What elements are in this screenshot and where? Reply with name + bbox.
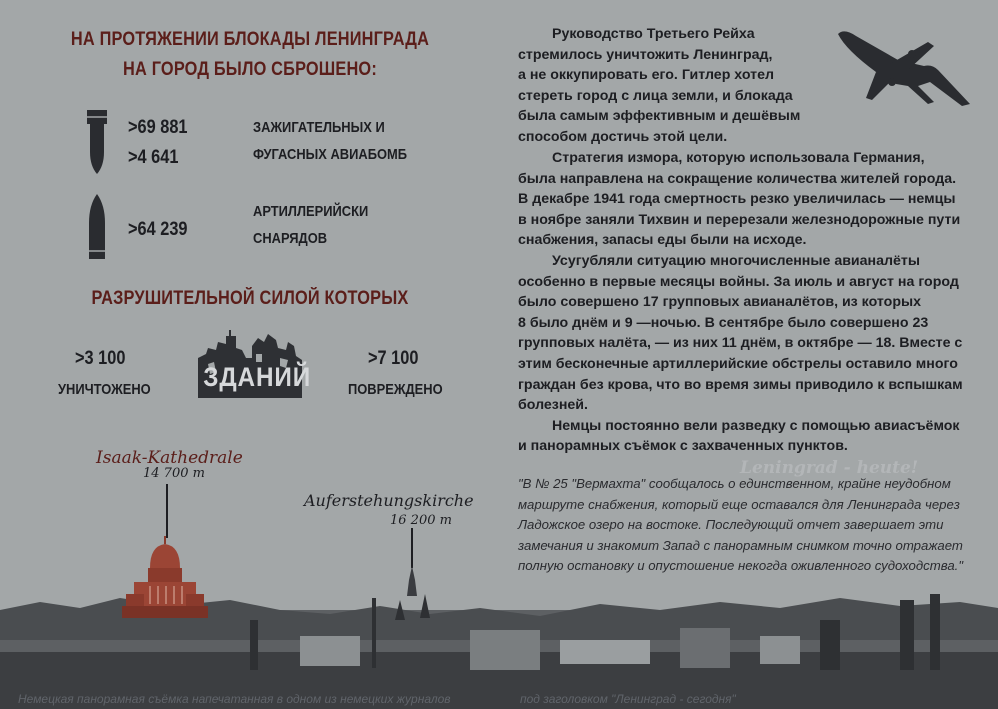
title-line-1: НА ПРОТЯЖЕНИИ БЛОКАДЫ ЛЕНИНГРАДА (70, 29, 430, 50)
p2-line-3: В декабре 1941 года смертность резко увеличилась — немцы (518, 191, 956, 208)
quote-line-4: замечания и знакомит Запад с панорамным снимком точно отражает (518, 537, 963, 553)
isaak-distance: 14 700 m (143, 466, 205, 481)
destroyed-label: УНИЧТОЖЕНО (58, 381, 151, 398)
shells-label-line-2: СНАРЯДОВ (253, 230, 328, 247)
artillery-shell-icon (87, 193, 107, 261)
p3-line-3: было совершено 17 групповых авианалётов, из которых (518, 294, 921, 311)
buildings-word: ЗДАНИЙ (203, 362, 312, 392)
p3-line-8: болезней. (518, 397, 588, 414)
p3-line-7: граждан без крова, что во время зимы приводило к вспышкам (518, 376, 963, 393)
quote-line-1: "В № 25 "Вермахта" сообщалось о единственном, крайне неудобном (518, 476, 951, 491)
p1-line-6: способом достичь этой цели. (518, 128, 728, 145)
aufer-distance: 16 200 m (390, 513, 452, 528)
quote-line-5: полную остановку и опустошение некогда оживленного судоходства." (518, 558, 964, 574)
bombs-count-1: >69 881 (128, 117, 188, 138)
isaak-name: Isaak-Kathedrale (96, 448, 243, 468)
caption-right: под заголовком "Ленинград - сегодня" (520, 692, 736, 706)
shells-label-line-1: АРТИЛЛЕРИЙСКИ (253, 203, 369, 220)
aufer-marker-line (411, 528, 413, 568)
infographic-title (69, 25, 430, 85)
caption-left: Немецкая панорамная съёмка напечатанная в одном из немецких журналов (18, 692, 451, 706)
shells-count: >64 239 (128, 219, 188, 240)
p3-line-6: этим бесконечные артиллерийские обстрелы оставило много (518, 355, 958, 372)
damaged-count: >7 100 (368, 348, 419, 369)
p3-line-4: 8 было днём и 9 —ночью. В сентябре было совершено 23 (518, 314, 929, 331)
aufer-name: Auferstehungskirche (304, 491, 474, 510)
p3-line-1: Усугубляли ситуацию многочисленные авианалёты (552, 252, 920, 269)
p1-line-4: стереть город с лица земли, и блокада (518, 87, 793, 104)
title-line-2: НА ГОРОД БЫЛО СБРОШЕНО: (123, 59, 377, 80)
destroyed-count: >3 100 (75, 348, 126, 369)
p1-line-1: Руководство Третьего Рейха (552, 26, 755, 42)
destruction-subtitle: РАЗРУШИТЕЛЬНОЙ СИЛОЙ КОТОРЫХ (91, 288, 409, 309)
auferstehungskirche-icon (405, 566, 419, 596)
paragraph-2 (518, 148, 973, 457)
bombs-count-2: >4 641 (128, 147, 179, 168)
p1-line-2: стремилось уничтожить Ленинград, (518, 46, 773, 63)
isaak-marker-line (166, 484, 168, 538)
p1-line-3: а не оккупировать его. Гитлер хотел (518, 67, 775, 84)
damaged-label: ПОВРЕЖДЕНО (348, 381, 443, 398)
aerial-bomb-icon (84, 108, 110, 176)
p4-line-2: и панорамных съёмок с захваченных пунктов. (518, 438, 848, 455)
p3-line-2: особенно в первые месяцы войны. За июль и август на город (518, 273, 959, 290)
panorama-headline: Leningrad - heute! (740, 458, 919, 478)
p2-line-5: снабжения, запасы еды были на исходе. (518, 232, 807, 249)
quote-line-3: Ладожское озеро на востоке. Последующий отчет завершает эти (518, 517, 944, 533)
paragraph-1-top (518, 24, 812, 148)
bombs-label-line-1: ЗАЖИГАТЕЛЬНЫХ И (253, 119, 385, 136)
p4-line-1: Немцы постоянно вели разведку с помощью авиасъёмок (552, 417, 960, 434)
isaak-cathedral-icon (120, 536, 210, 620)
p2-line-1: Стратегия измора, которую использовала Германия, (552, 150, 925, 166)
quote-line-2: маршруте снабжения, который еще оставался для Ленинграда через (518, 496, 960, 512)
p3-line-5: групповых налёта, — из них 11 днём, в октябре — 18. Вместе с (518, 335, 963, 352)
p2-line-2: была направлена на сокращение количества жителей города. (518, 170, 957, 187)
wehrmacht-quote (518, 474, 980, 577)
p2-line-4: в ноябре заняли Тихвин и перерезали железнодорожные пути (518, 211, 961, 228)
bombs-label-line-2: ФУГАСНЫХ АВИАБОМБ (253, 146, 408, 163)
p1-line-5: была самым эффективным и дешёвым (518, 108, 801, 125)
bomber-plane-icon (836, 24, 972, 108)
